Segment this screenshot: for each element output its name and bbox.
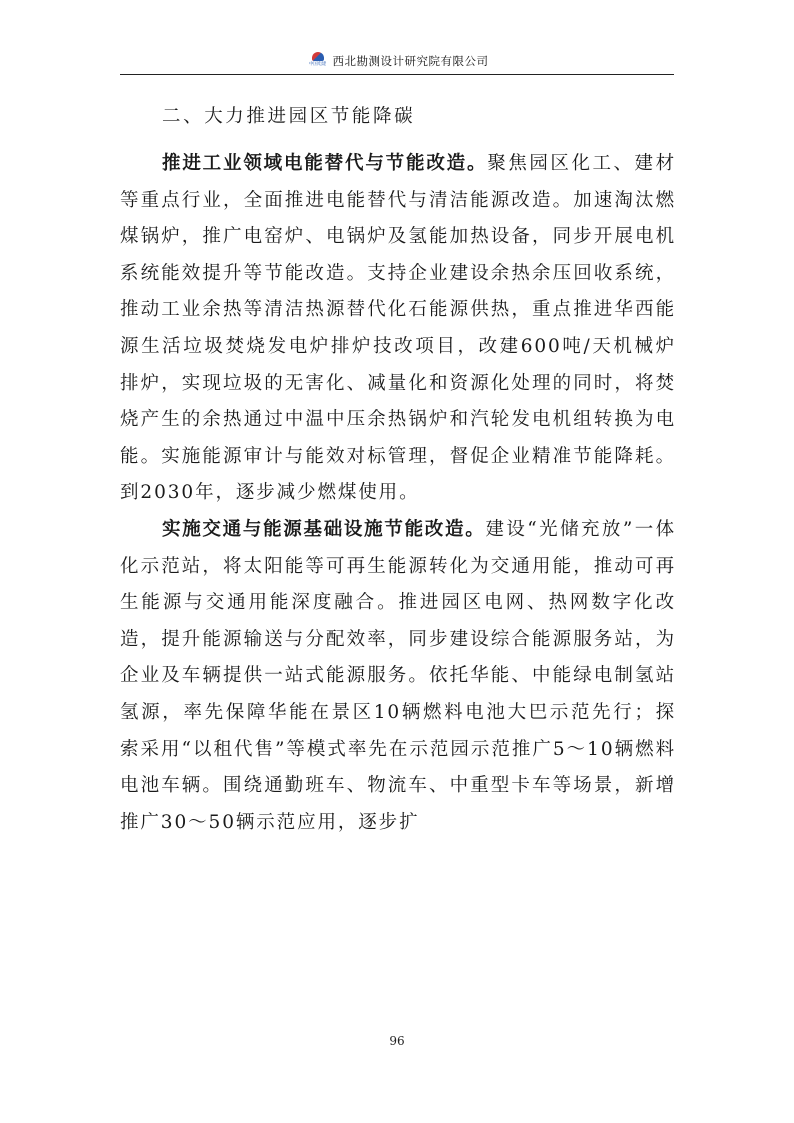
header-content	[120, 52, 674, 70]
page-number: 96	[389, 1034, 405, 1048]
company-logo	[306, 52, 330, 70]
paragraph-text: 聚焦园区化工、建材等重点行业，全面推进电能替代与清洁能源改造。加速淘汰燃煤锅炉，推广电窑炉、电锅炉及氢能加热设备，同步开展电机系统能效提升等节能改造。支持企业建设余热余压回收系统，推动工业余热等清洁热源替代化石能源供热，重点推进华西能源生活垃圾焚烧发电炉排炉技改项目，改建600吨/天机械炉排炉，实现垃圾的无害化、减量化和资源化处理的同时，将焚烧产生的余热通过中温中压余热锅炉和汽轮发电机组转换为电能。实施能源审计与能效对标管理，督促企业精准节能降耗。到2030年，逐步减少燃煤使用。	[120, 153, 676, 504]
company-name: 西北勘测设计研究院有限公司	[332, 54, 489, 68]
section-heading: 二、大力推进园区节能降碳	[162, 106, 416, 127]
page-header	[120, 50, 674, 75]
logo-mark-icon	[312, 52, 324, 61]
document-body	[120, 98, 676, 841]
paragraph-lead: 推进工业领域电能替代与节能改造。	[162, 153, 488, 174]
paragraph-text: 建设“光储充放”一体化示范站，将太阳能等可再生能源转化为交通用能，推动可再生能源与交通用能深度融合。推进园区电网、热网数字化改造，提升能源输送与分配效率，同步建设综合能源服务站，为企业及车辆提供一站式能源服务。依托华能、中能绿电制氢站氢源，率先保障华能在景区10辆燃料电池大巴示范先行；探索采用“以租代售”等模式率先在示范园示范推广5～10辆燃料电池车辆。围绕通勤班车、物流车、中重型卡车等场景，新增推广30～50辆示范应用，逐步扩	[120, 518, 677, 833]
paragraph-industrial	[120, 146, 676, 512]
paragraph-lead: 实施交通与能源基础设施节能改造。	[162, 518, 486, 540]
paragraph-transport	[120, 512, 676, 841]
logo-text: 中国电建	[308, 62, 327, 67]
